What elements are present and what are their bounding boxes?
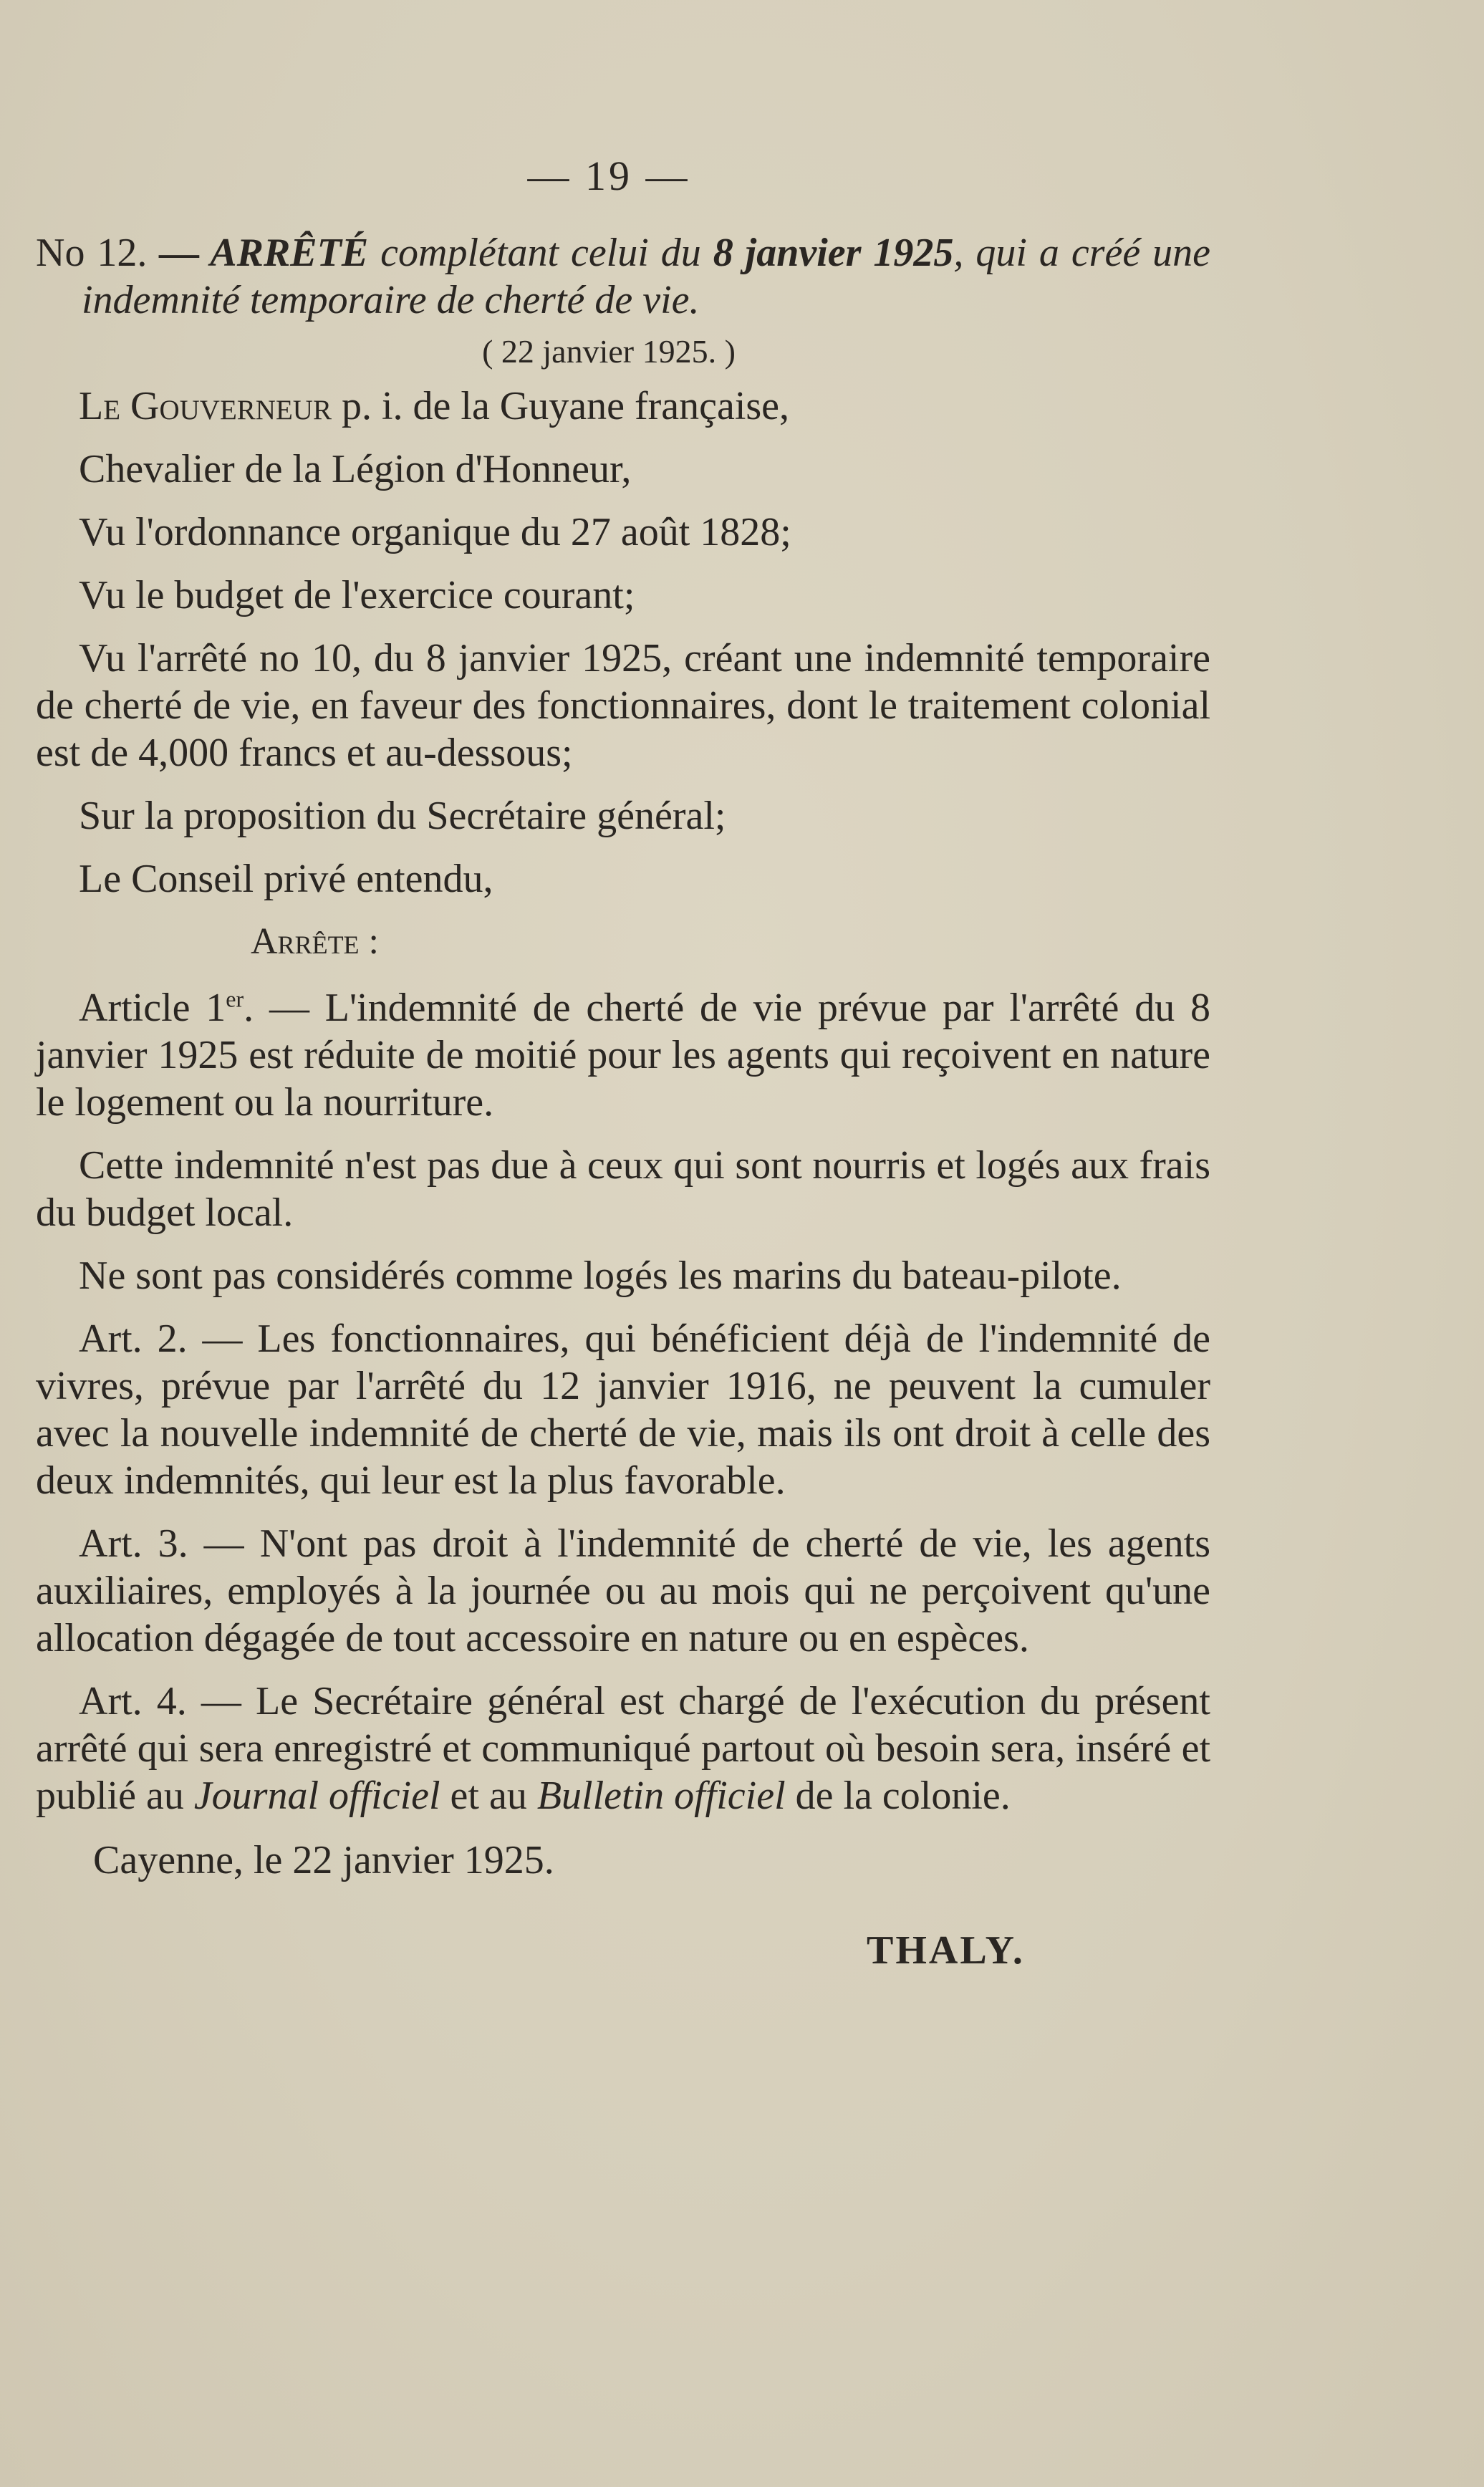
decree-number: No 12.	[36, 231, 148, 275]
arrete-label: Arrête :	[251, 921, 379, 962]
decree-title-part1: complétant celui du	[380, 231, 713, 275]
vu-arrete: Vu l'arrêté no 10, du 8 janvier 1925, créant une indemnité temporaire de cherté de vie, en faveur des fonctionnaires, dont le traitement colonial est de 4,000 francs et au-dessous;	[36, 636, 1210, 775]
article-1-text: . — L'indemnité de cherté de vie prévue par l'arrêté du 8 janvier 1925 est réduite de moitié pour les agents qui reçoivent en nature le logement ou la nourriture.	[36, 986, 1210, 1125]
vu-budget: Vu le budget de l'exercice courant;	[79, 573, 635, 617]
article-1-label: Article 1	[79, 986, 226, 1030]
sur-proposition: Sur la proposition du Secrétaire général;	[79, 794, 726, 838]
governor-rest: p. i. de la Guyane française,	[331, 384, 790, 428]
article-1	[36, 984, 1210, 1126]
article-4	[36, 1678, 1210, 1819]
article-2: Art. 2. — Les fonctionnaires, qui bénéficient déjà de l'indemnité de vivres, prévue par l'arrêté du 12 janvier 1916, ne peuvent la cumuler avec la nouvelle indemnité de cherté de vie, mais ils ont droit à celle des deux indemnités, qui leur est la plus favorable.	[36, 1317, 1210, 1503]
chevalier-line: Chevalier de la Légion d'Honneur,	[79, 447, 632, 491]
decree-date: ( 22 janvier 1925. )	[482, 333, 736, 370]
place-date: Cayenne, le 22 janvier 1925.	[93, 1838, 554, 1882]
article-1-paragraph-2: Cette indemnité n'est pas due à ceux qui sont nourris et logés aux frais du budget local.	[36, 1143, 1210, 1235]
governor-line	[36, 383, 1210, 430]
article-1-paragraph-3: Ne sont pas considérés comme logés les marins du bateau-pilote.	[79, 1254, 1122, 1298]
document-body	[36, 229, 1210, 1974]
journal-officiel: Journal officiel	[193, 1774, 440, 1818]
article-3: Art. 3. — N'ont pas droit à l'indemnité de cherté de vie, les agents auxiliaires, employés à la journée ou au mois qui ne perçoivent qu'une allocation dégagée de tout accessoire en nature ou en espèces.	[36, 1521, 1210, 1660]
decree-title-part2: , qui a créé une indemnité temporaire de cherté de vie.	[82, 231, 1210, 322]
signature: THALY.	[867, 1928, 1025, 1973]
governor-title: Le Gouverneur	[79, 384, 332, 428]
decree-title-date-ref: 8 janvier 1925	[713, 231, 954, 275]
article-4-end: de la colonie.	[785, 1774, 1011, 1818]
vu-ordonnance: Vu l'ordonnance organique du 27 août 1828;	[79, 510, 791, 554]
article-1-sup: er	[226, 986, 244, 1012]
decree-title	[36, 229, 1210, 324]
decree-heading: — ARRÊTÉ	[147, 231, 381, 275]
article-4-mid: et au	[440, 1774, 537, 1818]
article-4-start: Art. 4. — Le Secrétaire général est chargé de l'exécution du présent arrêté qui sera enregistré et communiqué partout où besoin sera, inséré et publié au	[36, 1679, 1210, 1818]
page-number: — 19 —	[527, 153, 690, 199]
bulletin-officiel: Bulletin officiel	[536, 1774, 786, 1818]
conseil-entendu: Le Conseil privé entendu,	[79, 857, 493, 901]
